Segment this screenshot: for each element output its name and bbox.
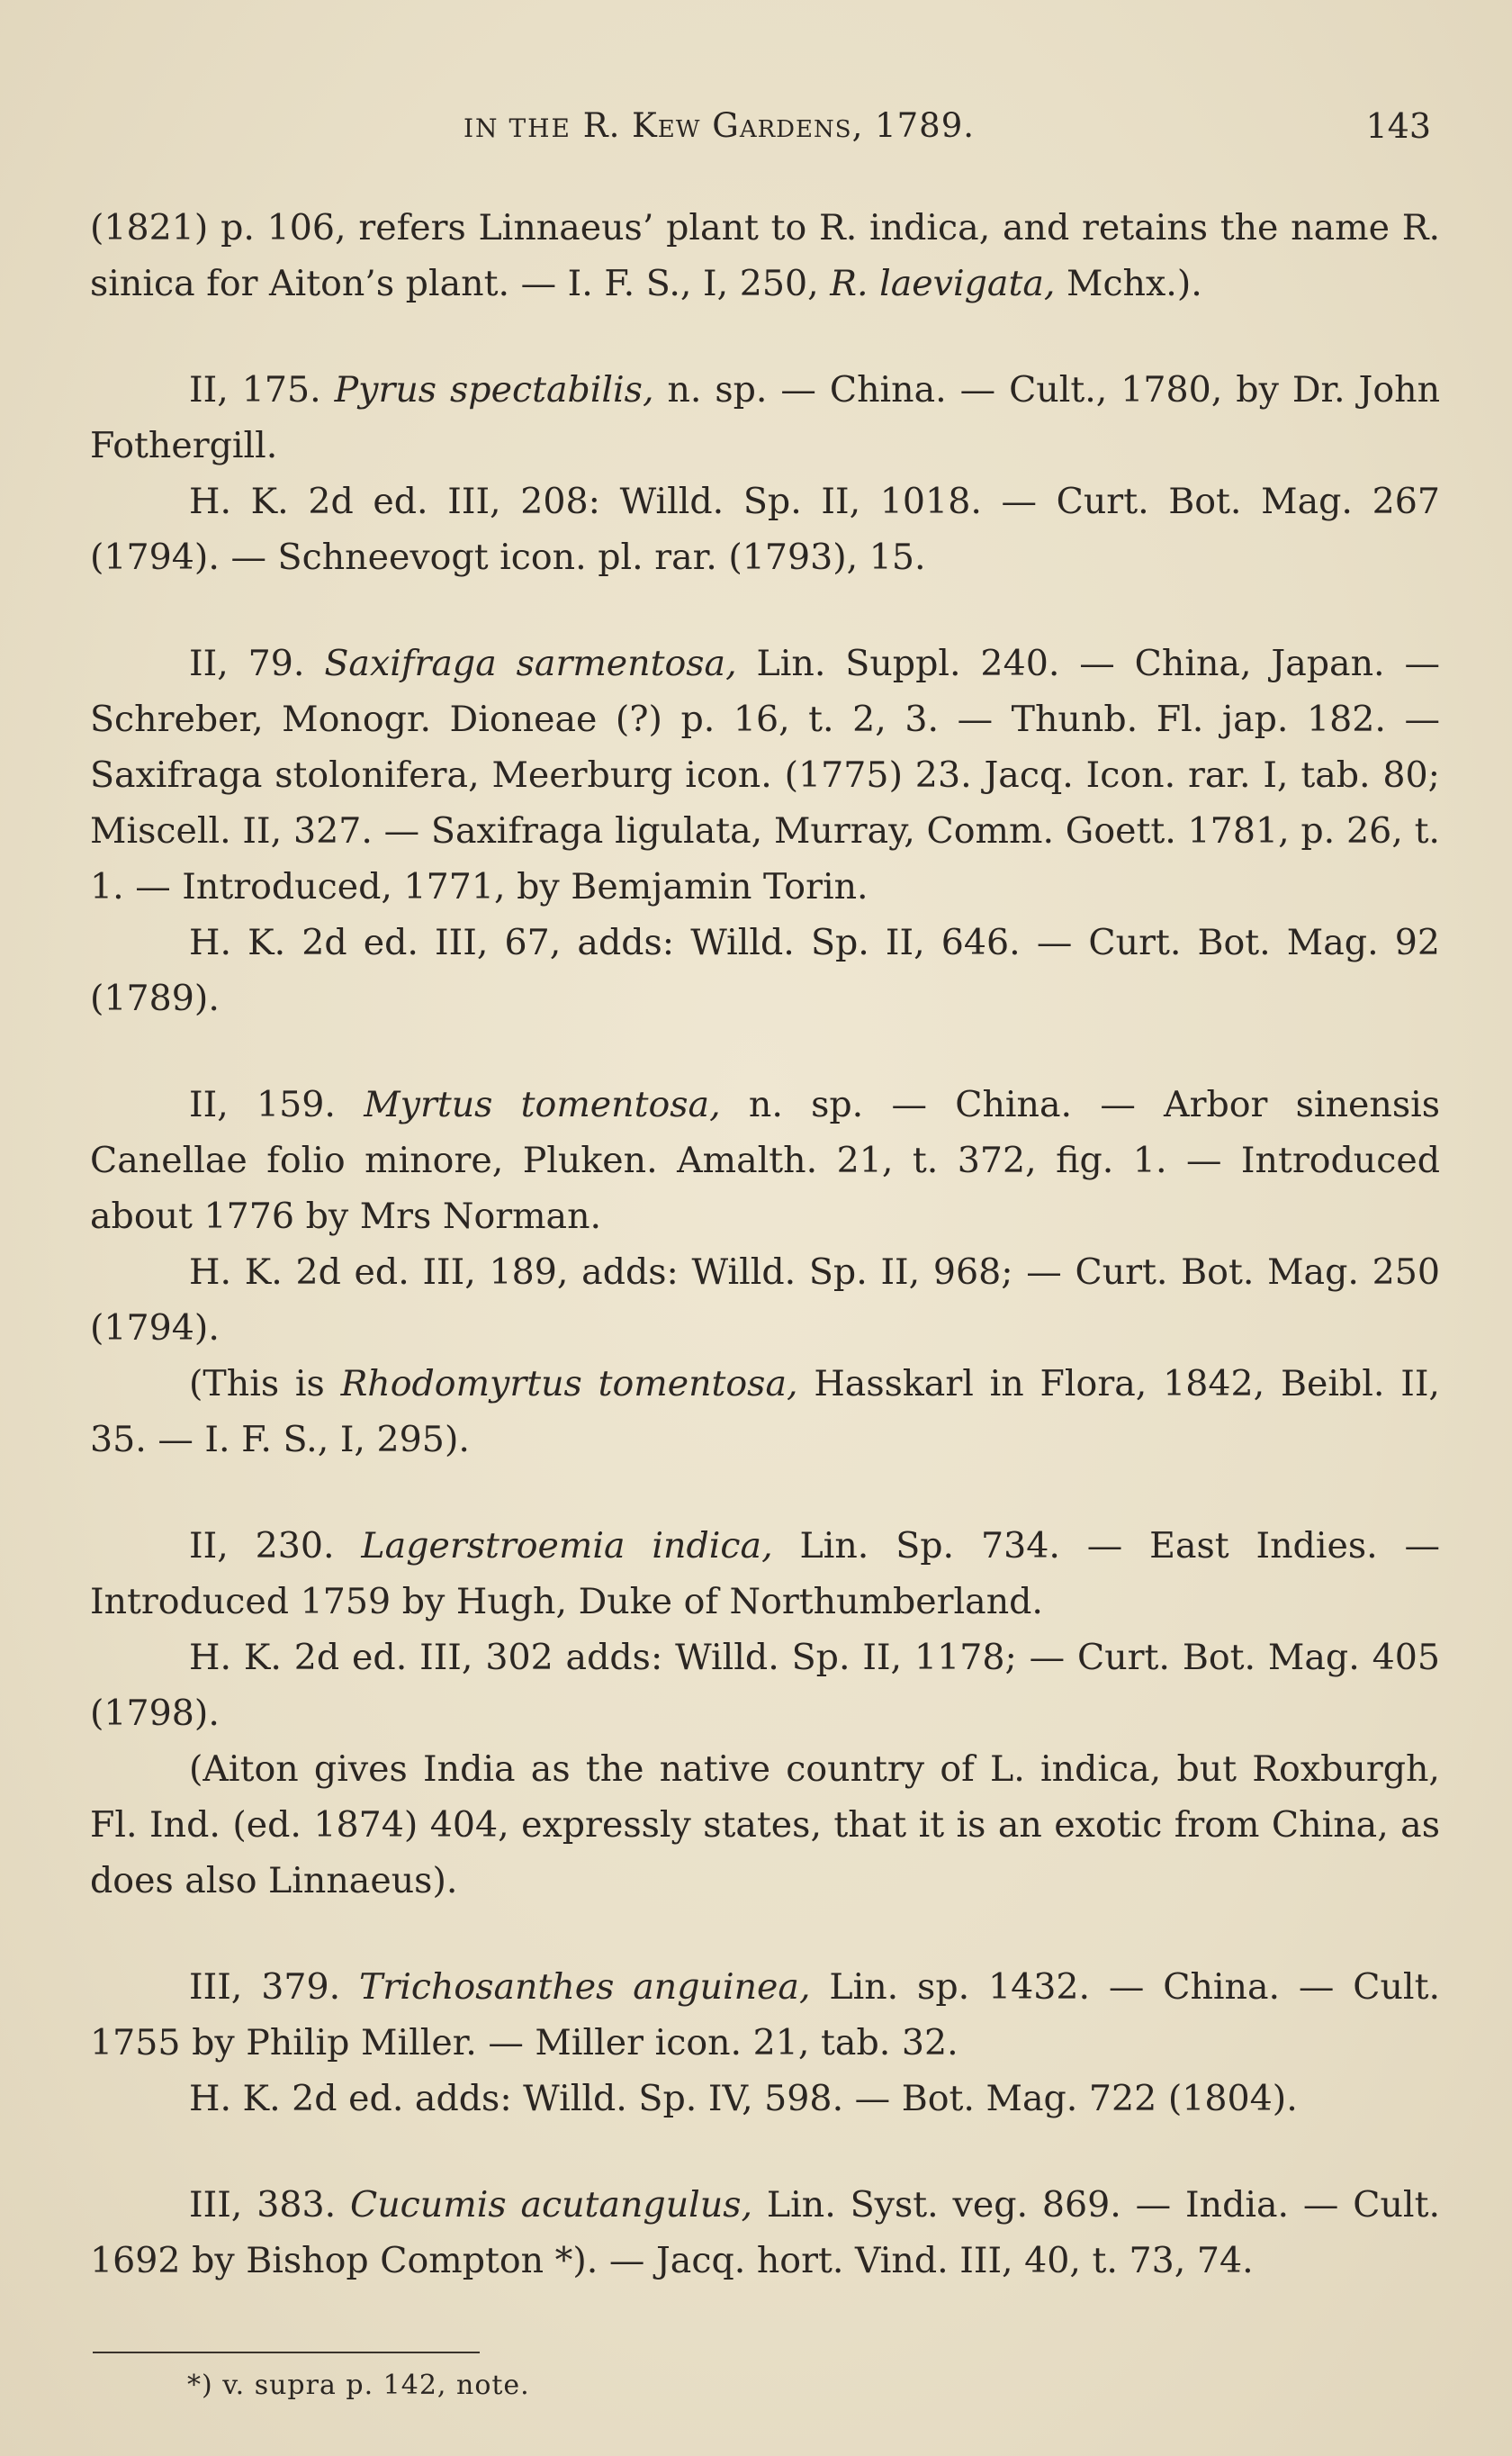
running-header	[90, 106, 1431, 160]
entry-note-paragraph	[90, 2071, 1440, 2126]
text-segment: III, 383.	[189, 2184, 351, 2226]
text-segment: H. K. 2d ed. adds: Willd. Sp. IV, 598. — Bot. Mag. 722 (1804).	[189, 2078, 1298, 2119]
species-name: R. laevigata,	[830, 263, 1056, 304]
species-entry-paragraph	[90, 2177, 1440, 2289]
text-segment: Lin. Syst. veg. 869. — India. — Cult. 1692 by Bishop Compton *). — Jacq. hort. Vind. III, 40, t. 73, 74.	[90, 2184, 1440, 2281]
species-name: Myrtus tomentosa,	[364, 1084, 721, 1125]
text-segment: II, 159.	[189, 1084, 364, 1125]
text-segment: III, 379.	[189, 1966, 359, 2008]
running-head-r: R.	[582, 106, 621, 145]
footnote-divider	[93, 2352, 480, 2353]
entry-note-paragraph	[90, 474, 1440, 585]
text-segment: II, 175.	[189, 369, 335, 411]
continued-paragraph	[90, 200, 1440, 312]
running-head-title	[464, 106, 975, 145]
text-segment: H. K. 2d ed. III, 189, adds: Willd. Sp. II, 968; — Curt. Bot. Mag. 250 (1794).	[90, 1251, 1440, 1349]
entry-note-paragraph	[90, 915, 1440, 1026]
species-name: Rhodomyrtus tomentosa,	[340, 1363, 798, 1404]
text-segment: (1821) p. 106, refers Linnaeus’ plant to R. indica, and retains the name R. sinica for Aiton’s plant. — I. F. S., I, 250,	[90, 207, 1440, 304]
entry-note-paragraph	[90, 1630, 1440, 1741]
footnote: *) v. supra p. 142, note.	[187, 2370, 530, 2401]
text-segment: H. K. 2d ed. III, 67, adds: Willd. Sp. II, 646. — Curt. Bot. Mag. 92 (1789).	[90, 922, 1440, 1019]
species-name: Trichosanthes anguinea,	[359, 1966, 811, 2008]
text-segment: (This is	[189, 1363, 341, 1404]
text-segment: H. K. 2d ed. III, 208: Willd. Sp. II, 1018. — Curt. Bot. Mag. 267 (1794). — Schneevogt icon. pl. rar. (1793), 15.	[90, 481, 1440, 578]
text-segment: Hasskarl in Flora, 1842, Beibl. II, 35. — I. F. S., I, 295).	[90, 1363, 1440, 1460]
entry-note-paragraph	[90, 1356, 1440, 1467]
text-segment: Mchx.).	[1055, 263, 1202, 304]
text-segment: Lin. Suppl. 240. — China, Japan. — Schreber, Monogr. Dioneae (?) p. 16, t. 2, 3. — Thunb. Fl. jap. 182. — Saxifraga stolonifera, Meerburg icon. (1775) 23. Jacq. Icon. rar. I, tab. 80; Miscell. II, 327. — Saxifraga ligulata, Murray, Comm. Goett. 1781, p. 26, t. 1. — Introduced, 1771, by Bemjamin Torin.	[90, 643, 1440, 907]
text-segment: (Aiton gives India as the native country of L. indica, but Roxburgh, Fl. Ind. (ed. 1874) 404, expressly states, that it is an exotic from China, as does also Linnaeus).	[90, 1748, 1440, 1901]
species-name: Lagerstroemia indica,	[361, 1525, 773, 1567]
species-entry-paragraph	[90, 1518, 1440, 1630]
text-segment: II, 230.	[189, 1525, 362, 1567]
species-name: Cucumis acutangulus,	[350, 2184, 753, 2226]
text-segment: n. sp. — China. — Arbor sinensis Canellae folio minore, Pluken. Amalth. 21, t. 372, fig. 1. — Introduced about 1776 by Mrs Norman.	[90, 1084, 1440, 1237]
page-number: 143	[1365, 106, 1431, 146]
entry-note-paragraph	[90, 1741, 1440, 1909]
page-body	[90, 200, 1440, 2289]
text-segment: Lin. Sp. 734. — East Indies. — Introduced 1759 by Hugh, Duke of Northumberland.	[90, 1525, 1441, 1622]
species-entry-paragraph	[90, 362, 1440, 474]
text-segment: II, 79.	[189, 643, 325, 684]
species-name: Saxifraga sarmentosa,	[324, 643, 737, 684]
running-head-pre: IN THE	[464, 113, 572, 143]
species-entry-paragraph	[90, 1077, 1440, 1244]
text-segment: Lin. sp. 1432. — China. — Cult. 1755 by Philip Miller. — Miller icon. 21, tab. 32.	[90, 1966, 1440, 2063]
entry-note-paragraph	[90, 1244, 1440, 1356]
running-head-year: , 1789.	[851, 106, 976, 145]
species-name: Pyrus spectabilis,	[334, 369, 654, 411]
text-segment: H. K. 2d ed. III, 302 adds: Willd. Sp. II, 1178; — Curt. Bot. Mag. 405 (1798).	[90, 1637, 1440, 1734]
species-entry-paragraph	[90, 1959, 1440, 2071]
text-segment: n. sp. — China. — Cult., 1780, by Dr. John Fothergill.	[90, 369, 1441, 466]
running-head-kew: Kew Gardens	[632, 106, 852, 145]
species-entry-paragraph	[90, 636, 1440, 915]
